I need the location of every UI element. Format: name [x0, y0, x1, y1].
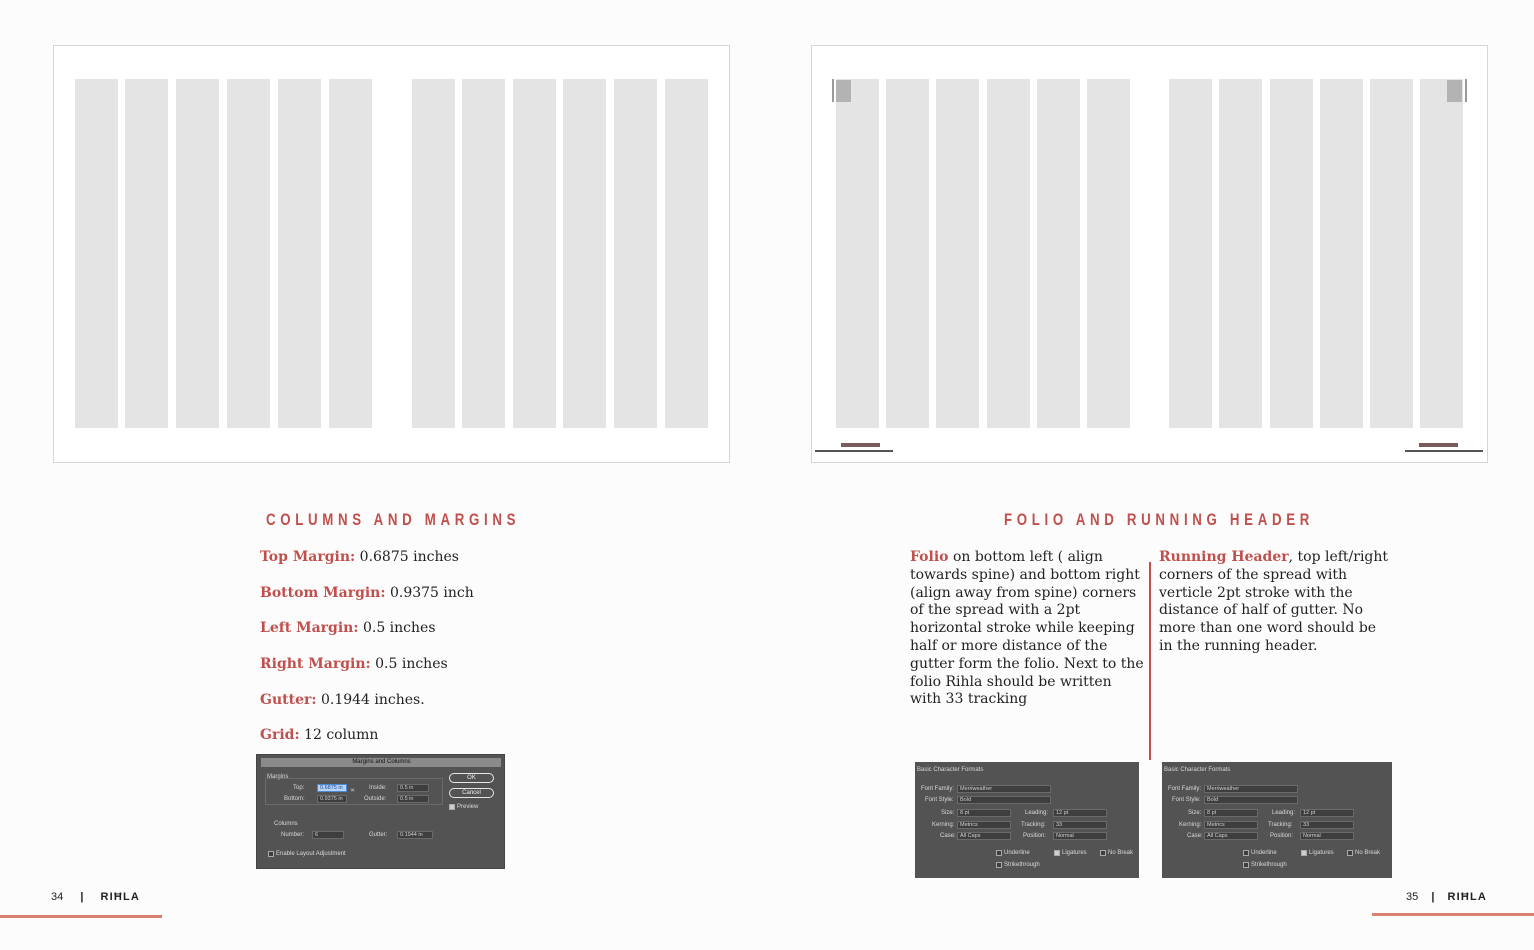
- grid-column: [462, 79, 505, 428]
- spec-grid: [260, 727, 378, 743]
- right-folio: [1406, 891, 1487, 903]
- nobreak-label: No Break: [1108, 850, 1134, 856]
- leading-label: Leading:: [1272, 810, 1296, 816]
- underline-label: Underline: [1004, 850, 1030, 856]
- leading-field[interactable]: 12 pt: [1053, 809, 1107, 817]
- grid-column: [278, 79, 321, 428]
- left-grid-illustration: [53, 45, 730, 463]
- panel-title: Basic Character Formats: [1164, 767, 1231, 773]
- grid-column: [936, 79, 979, 428]
- nobreak-checkbox[interactable]: [1347, 850, 1353, 856]
- column-divider: [1149, 562, 1151, 760]
- bottom-label: Bottom:: [284, 796, 305, 802]
- ligatures-label: Ligatures: [1062, 850, 1087, 856]
- grid-column: [1037, 79, 1080, 428]
- spec-left-margin: [260, 620, 436, 636]
- grid-column: [329, 79, 372, 428]
- tracking-field[interactable]: 33: [1300, 821, 1354, 829]
- character-formats-panel: [1162, 762, 1392, 878]
- running-header-body: , top left/right corners of the spread with verticle 2pt stroke with the distance of half of gutter. No more than one word should be in the running header.: [1159, 549, 1389, 654]
- outside-field[interactable]: 0.5 in: [397, 795, 429, 803]
- spec-value: 0.5 inches: [370, 656, 448, 672]
- spec-bottom-margin: [260, 585, 474, 601]
- brand-name: RIĦLA: [100, 891, 141, 903]
- grid-column: [513, 79, 556, 428]
- folio-label: Folio: [910, 549, 949, 565]
- font-family-select[interactable]: Merriweather: [1204, 785, 1298, 793]
- kerning-label: Kerning:: [932, 822, 955, 828]
- cancel-button[interactable]: Cancel: [449, 788, 494, 798]
- size-field[interactable]: 8 pt: [957, 809, 1011, 817]
- grid-column: [563, 79, 606, 428]
- layout-adjustment-label: Enable Layout Adjustment: [276, 851, 346, 857]
- underline-label: Underline: [1251, 850, 1277, 856]
- strikethrough-label: Strikethrough: [1251, 862, 1287, 868]
- position-label: Position:: [1270, 833, 1294, 839]
- size-field[interactable]: 8 pt: [1204, 809, 1258, 817]
- spec-value: 0.5 inches: [358, 620, 436, 636]
- running-header-marker-left: [836, 80, 851, 102]
- page-number: 34: [51, 891, 64, 903]
- running-header-stroke-right: [1465, 79, 1467, 102]
- kerning-field[interactable]: Metrics: [957, 821, 1011, 829]
- columns-margins-heading: COLUMNS AND MARGINS: [266, 510, 521, 529]
- font-family-label: Font Family:: [921, 786, 955, 792]
- folio-description: [910, 549, 1146, 709]
- brand-name: RIĦLA: [1447, 891, 1488, 903]
- character-formats-panel: [915, 762, 1139, 878]
- gutter-label: Gutter:: [369, 832, 388, 838]
- strikethrough-checkbox[interactable]: [1243, 862, 1249, 868]
- grid-column: [614, 79, 657, 428]
- left-folio-rule: [0, 915, 162, 918]
- strikethrough-checkbox[interactable]: [996, 862, 1002, 868]
- underline-checkbox[interactable]: [1243, 850, 1249, 856]
- top-field[interactable]: 0.6875 in: [317, 784, 347, 792]
- spec-label: Bottom Margin:: [260, 585, 386, 601]
- tracking-label: Tracking:: [1021, 822, 1046, 828]
- font-style-label: Font Style:: [925, 797, 954, 803]
- right-grid-illustration: [811, 45, 1488, 463]
- running-header-marker-right: [1447, 80, 1462, 102]
- dialog-title: Margins and Columns: [352, 759, 411, 765]
- folio-body: on bottom left ( align towards spine) and bottom right (align away from spine) corners of the spread with a 2pt horizontal stroke while keeping half or more distance of the gutter form the folio. Next to the folio Rihla should be written with 33 tracking: [910, 549, 1144, 708]
- position-select[interactable]: Normal: [1053, 832, 1107, 840]
- ok-button[interactable]: OK: [449, 773, 494, 783]
- size-label: Size:: [941, 810, 955, 816]
- font-family-label: Font Family:: [1168, 786, 1202, 792]
- left-folio: [51, 891, 140, 903]
- grid-column: [836, 79, 879, 428]
- font-style-select[interactable]: Bold: [957, 796, 1051, 804]
- panel-title: Basic Character Formats: [917, 767, 984, 773]
- folio-stroke-right: [1405, 450, 1483, 452]
- grid-column: [125, 79, 168, 428]
- number-label: Number:: [281, 832, 305, 838]
- kerning-label: Kerning:: [1179, 822, 1202, 828]
- spec-label: Left Margin:: [260, 620, 359, 636]
- case-label: Case:: [940, 833, 956, 839]
- gutter-field[interactable]: 0.1944 in: [397, 831, 433, 839]
- grid-column: [1270, 79, 1313, 428]
- nobreak-label: No Break: [1355, 850, 1381, 856]
- font-style-label: Font Style:: [1172, 797, 1201, 803]
- grid-column: [75, 79, 118, 428]
- columns-section-label: Columns: [274, 821, 298, 827]
- folio-stroke-left: [815, 450, 893, 452]
- grid-column: [1219, 79, 1262, 428]
- margins-columns-dialog: [256, 754, 505, 869]
- grid-column: [1169, 79, 1212, 428]
- grid-column: [1370, 79, 1413, 428]
- tracking-label: Tracking:: [1268, 822, 1293, 828]
- font-family-select[interactable]: Merriweather: [957, 785, 1051, 793]
- tracking-field[interactable]: 33: [1053, 821, 1107, 829]
- spec-gutter: [260, 692, 425, 708]
- leading-label: Leading:: [1025, 810, 1049, 816]
- strikethrough-label: Strikethrough: [1004, 862, 1040, 868]
- kerning-field[interactable]: Metrics: [1204, 821, 1258, 829]
- layout-adjustment-checkbox[interactable]: [268, 851, 274, 857]
- spec-label: Grid:: [260, 727, 300, 743]
- size-label: Size:: [1188, 810, 1202, 816]
- link-icon[interactable]: ∝: [350, 787, 356, 794]
- grid-column: [412, 79, 455, 428]
- running-header-stroke-left: [832, 79, 834, 102]
- spec-label: Top Margin:: [260, 549, 356, 565]
- spec-label: Gutter:: [260, 692, 317, 708]
- case-label: Case:: [1187, 833, 1203, 839]
- grid-column: [665, 79, 708, 428]
- running-header-description: [1159, 549, 1391, 656]
- spec-top-margin: [260, 549, 459, 565]
- top-label: Top:: [293, 785, 305, 791]
- folio-marker-right: [1419, 443, 1458, 447]
- folio-separator: |: [1431, 891, 1435, 903]
- outside-label: Outside:: [364, 796, 387, 802]
- leading-field[interactable]: 12 pt: [1300, 809, 1354, 817]
- grid-column: [1420, 79, 1463, 428]
- nobreak-checkbox[interactable]: [1100, 850, 1106, 856]
- spec-value: 0.9375 inch: [385, 585, 474, 601]
- ligatures-checkbox[interactable]: [1054, 850, 1060, 856]
- number-field[interactable]: 6: [312, 831, 344, 839]
- case-select[interactable]: All Caps: [957, 832, 1011, 840]
- position-label: Position:: [1023, 833, 1047, 839]
- grid-column: [176, 79, 219, 428]
- grid-column: [886, 79, 929, 428]
- inside-field[interactable]: 0.5 in: [397, 784, 429, 792]
- preview-checkbox[interactable]: [449, 804, 455, 810]
- grid-column: [227, 79, 270, 428]
- folio-header-heading: FOLIO AND RUNNING HEADER: [1004, 510, 1315, 529]
- spec-right-margin: [260, 656, 448, 672]
- grid-column: [1320, 79, 1363, 428]
- margins-section-label: Margins: [267, 774, 289, 780]
- right-folio-rule: [1372, 913, 1534, 916]
- ligatures-checkbox[interactable]: [1301, 850, 1307, 856]
- underline-checkbox[interactable]: [996, 850, 1002, 856]
- ligatures-label: Ligatures: [1309, 850, 1334, 856]
- page-number: 35: [1406, 891, 1419, 903]
- inside-label: Inside:: [369, 785, 387, 791]
- folio-separator: |: [80, 891, 84, 903]
- running-header-label: Running Header: [1159, 549, 1289, 565]
- spec-value: 0.6875 inches: [355, 549, 459, 565]
- spec-value: 12 column: [299, 727, 379, 743]
- grid-column: [987, 79, 1030, 428]
- position-select[interactable]: Normal: [1300, 832, 1354, 840]
- preview-label: Preview: [457, 804, 479, 810]
- bottom-field[interactable]: 0.9375 in: [317, 795, 347, 803]
- folio-marker-left: [841, 443, 880, 447]
- spec-label: Right Margin:: [260, 656, 371, 672]
- font-style-select[interactable]: Bold: [1204, 796, 1298, 804]
- grid-column: [1087, 79, 1130, 428]
- case-select[interactable]: All Caps: [1204, 832, 1258, 840]
- spec-value: 0.1944 inches.: [316, 692, 425, 708]
